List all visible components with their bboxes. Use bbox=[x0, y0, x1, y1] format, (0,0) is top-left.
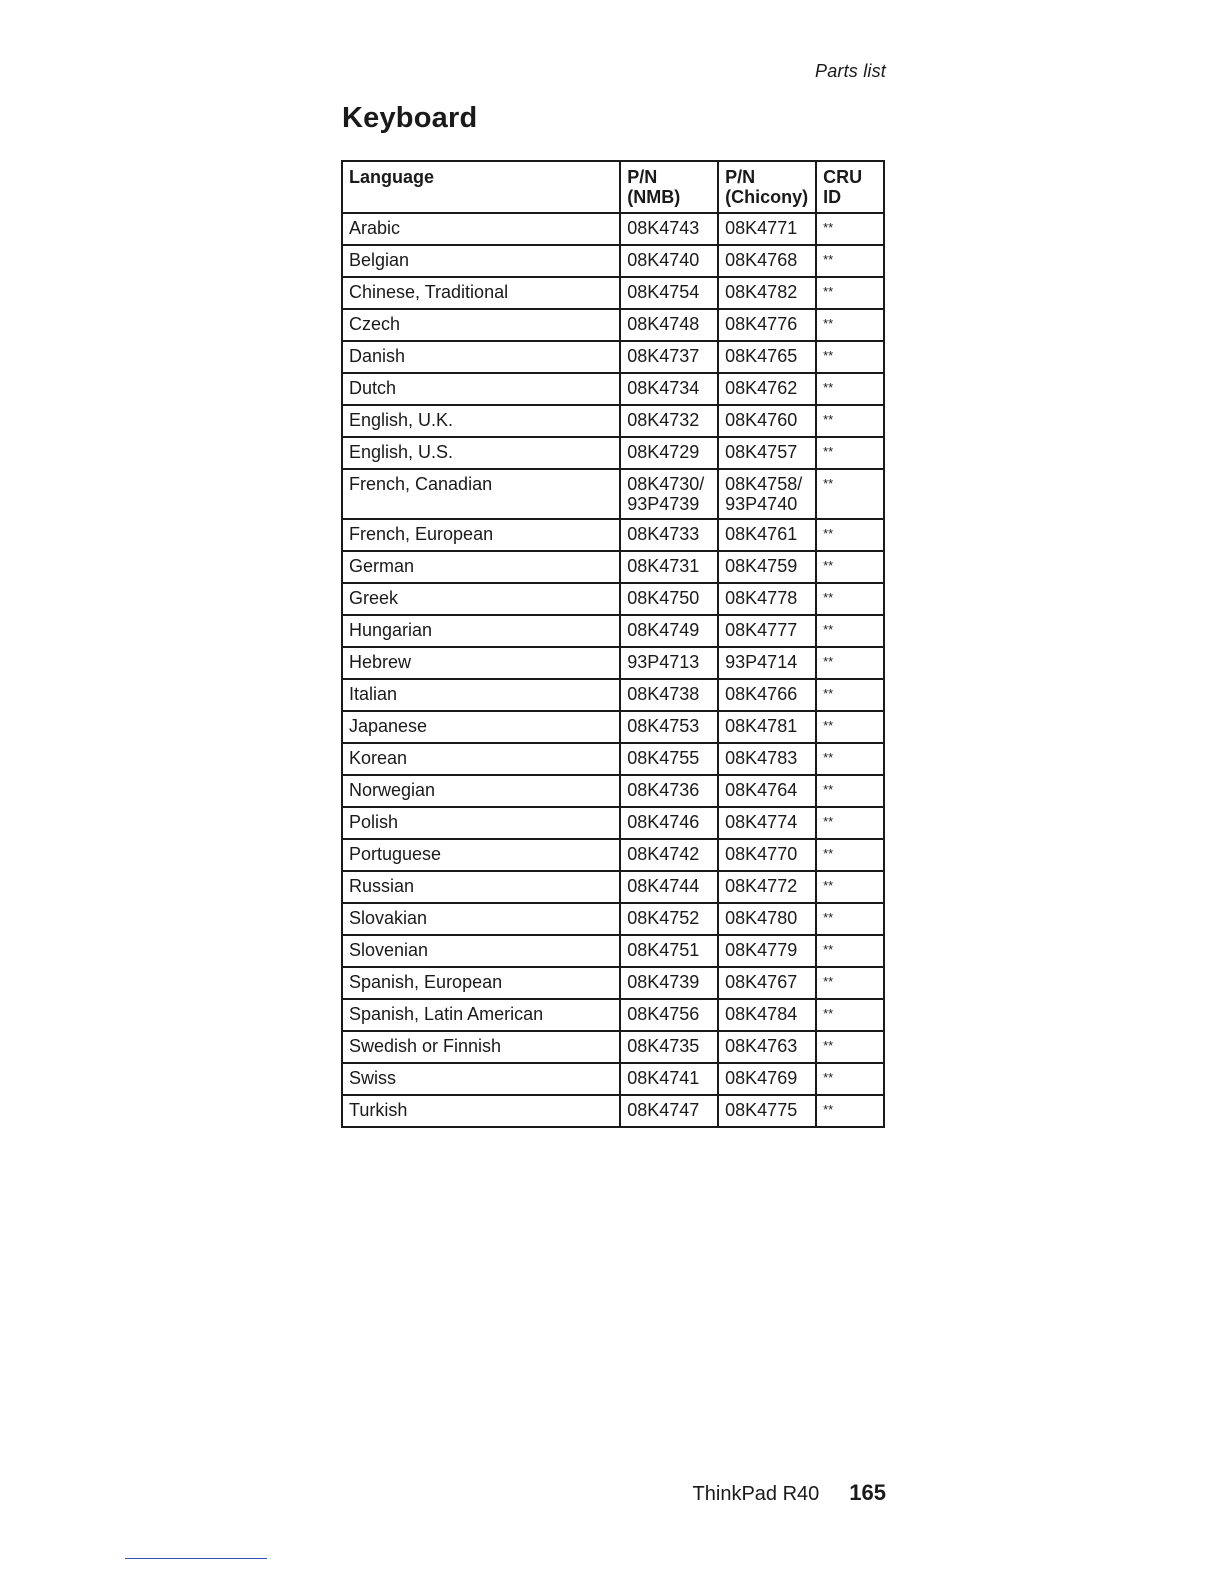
cell-cru-id: ** bbox=[816, 405, 884, 437]
cell-pn-nmb: 08K4741 bbox=[620, 1063, 718, 1095]
cell-pn-chicony: 08K4782 bbox=[718, 277, 816, 309]
cell-language: French, European bbox=[342, 519, 620, 551]
cell-language: English, U.S. bbox=[342, 437, 620, 469]
cell-pn-chicony: 08K4783 bbox=[718, 743, 816, 775]
table-row bbox=[342, 807, 884, 839]
table-row bbox=[342, 309, 884, 341]
table-row bbox=[342, 615, 884, 647]
cell-pn-chicony: 08K4770 bbox=[718, 839, 816, 871]
cell-cru-id: ** bbox=[816, 341, 884, 373]
cell-language: Korean bbox=[342, 743, 620, 775]
cell-pn-nmb: 08K4731 bbox=[620, 551, 718, 583]
cell-pn-chicony: 08K4764 bbox=[718, 775, 816, 807]
cell-cru-id: ** bbox=[816, 309, 884, 341]
running-head: Parts list bbox=[814, 61, 886, 81]
cell-pn-nmb: 08K4752 bbox=[620, 903, 718, 935]
cell-cru-id: ** bbox=[816, 551, 884, 583]
cell-language: French, Canadian bbox=[342, 469, 620, 519]
cell-pn-nmb: 08K4754 bbox=[620, 277, 718, 309]
cell-pn-nmb: 08K4732 bbox=[620, 405, 718, 437]
cell-language: Swedish or Finnish bbox=[342, 1031, 620, 1063]
cell-pn-chicony: 08K4778 bbox=[718, 583, 816, 615]
cell-cru-id: ** bbox=[816, 679, 884, 711]
cell-cru-id: ** bbox=[816, 1063, 884, 1095]
cell-cru-id: ** bbox=[816, 469, 884, 519]
cell-pn-chicony: 08K4768 bbox=[718, 245, 816, 277]
cell-pn-chicony: 08K4777 bbox=[718, 615, 816, 647]
cell-pn-nmb: 08K4746 bbox=[620, 807, 718, 839]
cell-cru-id: ** bbox=[816, 935, 884, 967]
table-row bbox=[342, 213, 884, 245]
table-row bbox=[342, 1031, 884, 1063]
table-header-row bbox=[342, 161, 884, 213]
cell-pn-nmb: 08K4733 bbox=[620, 519, 718, 551]
table-row bbox=[342, 469, 884, 519]
cell-pn-nmb: 08K4738 bbox=[620, 679, 718, 711]
table-row bbox=[342, 871, 884, 903]
cell-pn-nmb: 08K4747 bbox=[620, 1095, 718, 1127]
page-number: 165 bbox=[849, 1480, 886, 1505]
cell-pn-chicony: 08K4784 bbox=[718, 999, 816, 1031]
cell-cru-id: ** bbox=[816, 277, 884, 309]
cell-cru-id: ** bbox=[816, 807, 884, 839]
cell-language: Japanese bbox=[342, 711, 620, 743]
cell-pn-chicony: 08K4780 bbox=[718, 903, 816, 935]
cell-pn-chicony: 08K4758/ 93P4740 bbox=[718, 469, 816, 519]
cell-pn-nmb: 08K4749 bbox=[620, 615, 718, 647]
table-row bbox=[342, 245, 884, 277]
keyboard-parts-table bbox=[341, 160, 885, 1128]
cell-pn-nmb: 08K4736 bbox=[620, 775, 718, 807]
cell-cru-id: ** bbox=[816, 999, 884, 1031]
cell-cru-id: ** bbox=[816, 583, 884, 615]
cell-pn-chicony: 08K4762 bbox=[718, 373, 816, 405]
cell-pn-nmb: 08K4743 bbox=[620, 213, 718, 245]
cell-language: Swiss bbox=[342, 1063, 620, 1095]
cell-language: Belgian bbox=[342, 245, 620, 277]
cell-pn-nmb: 93P4713 bbox=[620, 647, 718, 679]
cell-pn-chicony: 08K4760 bbox=[718, 405, 816, 437]
cell-cru-id: ** bbox=[816, 711, 884, 743]
table-body bbox=[342, 213, 884, 1127]
footer-product-name: ThinkPad R40 bbox=[692, 1483, 820, 1505]
table-row bbox=[342, 999, 884, 1031]
cell-language: Slovenian bbox=[342, 935, 620, 967]
table-row bbox=[342, 839, 884, 871]
header-language: Language bbox=[342, 161, 620, 213]
table-row bbox=[342, 405, 884, 437]
table-row bbox=[342, 583, 884, 615]
cell-language: English, U.K. bbox=[342, 405, 620, 437]
cell-pn-chicony: 08K4771 bbox=[718, 213, 816, 245]
cell-pn-nmb: 08K4755 bbox=[620, 743, 718, 775]
table-row bbox=[342, 743, 884, 775]
cell-language: Slovakian bbox=[342, 903, 620, 935]
cell-pn-chicony: 08K4761 bbox=[718, 519, 816, 551]
cell-cru-id: ** bbox=[816, 373, 884, 405]
table-row bbox=[342, 647, 884, 679]
cell-cru-id: ** bbox=[816, 245, 884, 277]
header-pn-chicony: P/N (Chicony) bbox=[718, 161, 816, 213]
cell-pn-chicony: 08K4765 bbox=[718, 341, 816, 373]
table-row bbox=[342, 711, 884, 743]
cell-cru-id: ** bbox=[816, 743, 884, 775]
table-row bbox=[342, 373, 884, 405]
cell-pn-chicony: 08K4769 bbox=[718, 1063, 816, 1095]
cell-pn-nmb: 08K4751 bbox=[620, 935, 718, 967]
cell-pn-nmb: 08K4734 bbox=[620, 373, 718, 405]
table-row bbox=[342, 1063, 884, 1095]
cell-language: Hebrew bbox=[342, 647, 620, 679]
cell-language: Danish bbox=[342, 341, 620, 373]
cell-language: Norwegian bbox=[342, 775, 620, 807]
table-row bbox=[342, 551, 884, 583]
table-row bbox=[342, 519, 884, 551]
cell-pn-chicony: 08K4766 bbox=[718, 679, 816, 711]
cell-pn-chicony: 08K4775 bbox=[718, 1095, 816, 1127]
table-row bbox=[342, 679, 884, 711]
table-row bbox=[342, 437, 884, 469]
cell-pn-nmb: 08K4730/ 93P4739 bbox=[620, 469, 718, 519]
page-footer bbox=[600, 1480, 886, 1506]
cell-pn-nmb: 08K4753 bbox=[620, 711, 718, 743]
cell-cru-id: ** bbox=[816, 1031, 884, 1063]
cell-language: Hungarian bbox=[342, 615, 620, 647]
cell-pn-chicony: 08K4772 bbox=[718, 871, 816, 903]
cell-pn-nmb: 08K4742 bbox=[620, 839, 718, 871]
cell-pn-chicony: 08K4779 bbox=[718, 935, 816, 967]
table-row bbox=[342, 903, 884, 935]
table-row bbox=[342, 341, 884, 373]
cell-pn-nmb: 08K4739 bbox=[620, 967, 718, 999]
header-cru-id: CRU ID bbox=[816, 161, 884, 213]
cell-cru-id: ** bbox=[816, 519, 884, 551]
cell-pn-nmb: 08K4737 bbox=[620, 341, 718, 373]
cell-pn-chicony: 08K4781 bbox=[718, 711, 816, 743]
cell-cru-id: ** bbox=[816, 1095, 884, 1127]
cell-language: Turkish bbox=[342, 1095, 620, 1127]
cell-pn-nmb: 08K4729 bbox=[620, 437, 718, 469]
cell-language: German bbox=[342, 551, 620, 583]
cell-cru-id: ** bbox=[816, 839, 884, 871]
table-row bbox=[342, 967, 884, 999]
cell-pn-nmb: 08K4750 bbox=[620, 583, 718, 615]
cell-pn-chicony: 08K4774 bbox=[718, 807, 816, 839]
cell-pn-chicony: 08K4767 bbox=[718, 967, 816, 999]
cell-language: Greek bbox=[342, 583, 620, 615]
header-pn-nmb: P/N (NMB) bbox=[620, 161, 718, 213]
cell-cru-id: ** bbox=[816, 903, 884, 935]
cell-language: Spanish, Latin American bbox=[342, 999, 620, 1031]
cell-language: Italian bbox=[342, 679, 620, 711]
cell-pn-chicony: 08K4759 bbox=[718, 551, 816, 583]
cell-pn-nmb: 08K4756 bbox=[620, 999, 718, 1031]
cell-pn-chicony: 93P4714 bbox=[718, 647, 816, 679]
cell-language: Dutch bbox=[342, 373, 620, 405]
table-row bbox=[342, 277, 884, 309]
cell-cru-id: ** bbox=[816, 775, 884, 807]
page-title: Keyboard bbox=[342, 102, 478, 134]
cell-cru-id: ** bbox=[816, 871, 884, 903]
cell-language: Portuguese bbox=[342, 839, 620, 871]
cell-language: Russian bbox=[342, 871, 620, 903]
cell-language: Czech bbox=[342, 309, 620, 341]
cell-pn-chicony: 08K4757 bbox=[718, 437, 816, 469]
footnote-rule bbox=[125, 1558, 267, 1559]
cell-pn-nmb: 08K4740 bbox=[620, 245, 718, 277]
cell-pn-nmb: 08K4744 bbox=[620, 871, 718, 903]
cell-language: Arabic bbox=[342, 213, 620, 245]
table-row bbox=[342, 1095, 884, 1127]
cell-language: Spanish, European bbox=[342, 967, 620, 999]
cell-cru-id: ** bbox=[816, 213, 884, 245]
cell-pn-chicony: 08K4776 bbox=[718, 309, 816, 341]
cell-pn-nmb: 08K4735 bbox=[620, 1031, 718, 1063]
cell-pn-nmb: 08K4748 bbox=[620, 309, 718, 341]
cell-language: Chinese, Traditional bbox=[342, 277, 620, 309]
cell-cru-id: ** bbox=[816, 615, 884, 647]
cell-cru-id: ** bbox=[816, 647, 884, 679]
cell-cru-id: ** bbox=[816, 437, 884, 469]
table-row bbox=[342, 935, 884, 967]
cell-pn-chicony: 08K4763 bbox=[718, 1031, 816, 1063]
cell-cru-id: ** bbox=[816, 967, 884, 999]
cell-language: Polish bbox=[342, 807, 620, 839]
table-row bbox=[342, 775, 884, 807]
